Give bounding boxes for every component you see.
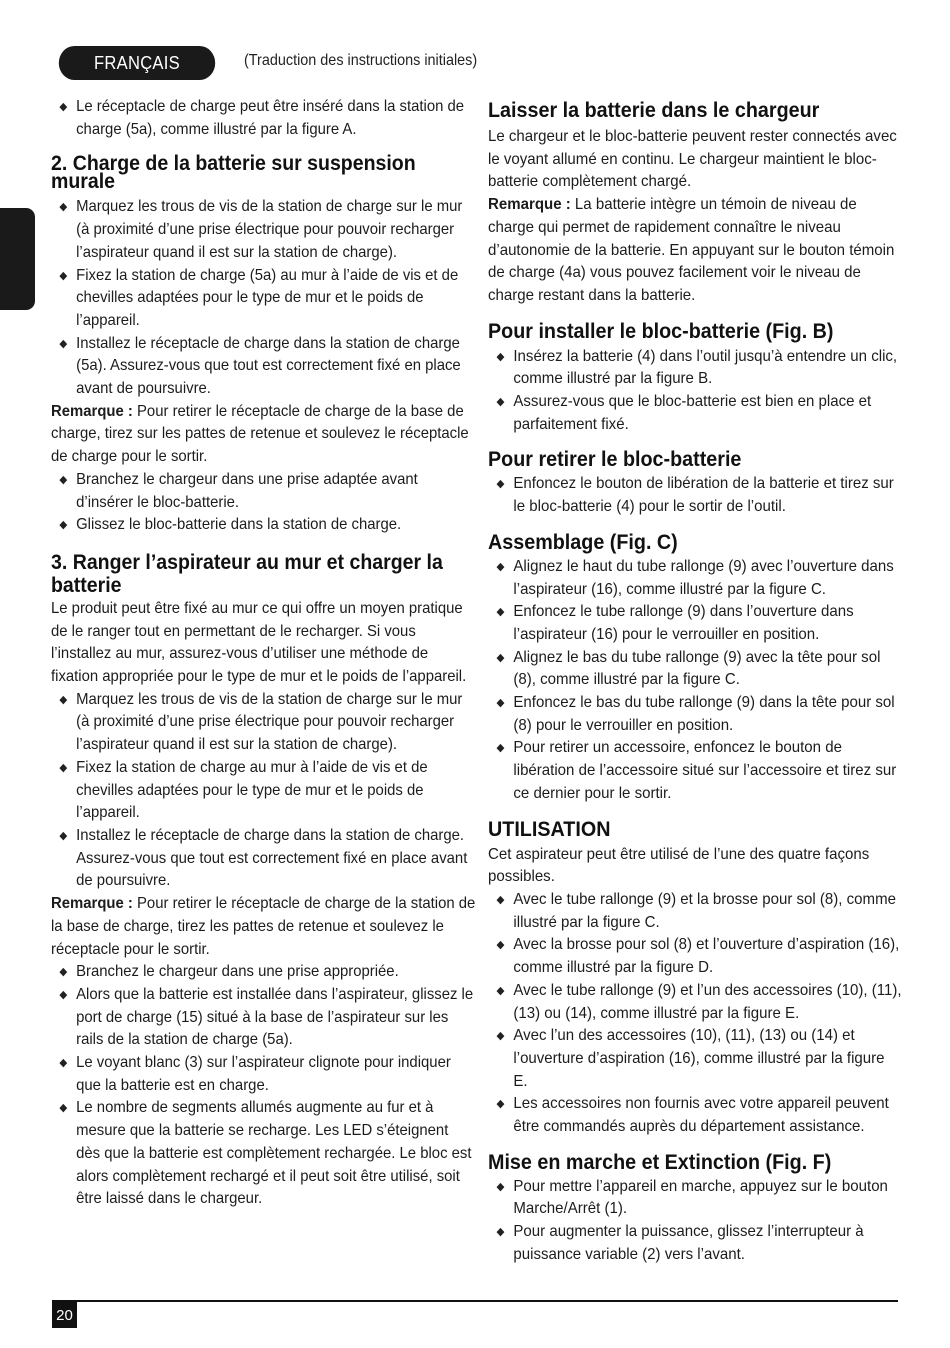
bullet-text: Installez le réceptacle de charge dans la station de charge (5a). Assurez-vous que tout est correctement fixé en place avant de poursuivre. bbox=[76, 334, 461, 398]
diamond-bullet-icon: ◆ bbox=[59, 337, 68, 350]
diamond-bullet-icon: ◆ bbox=[496, 478, 505, 491]
note bbox=[51, 401, 476, 424]
bullet-list bbox=[488, 346, 902, 437]
header-subtitle: (Traduction des instructions initiales) bbox=[244, 52, 478, 69]
section-wall-charging bbox=[51, 152, 476, 537]
section-title: Pour retirer le bloc-batterie bbox=[488, 448, 742, 472]
note bbox=[51, 893, 476, 961]
note-text: Pour retirer le réceptacle de charge de la base de bbox=[137, 402, 464, 420]
diamond-bullet-icon: ◆ bbox=[496, 606, 505, 619]
diamond-bullet-icon: ◆ bbox=[59, 761, 68, 774]
bullet-text: Branchez le chargeur dans une prise adaptée avant d’insérer le bloc-batterie. bbox=[76, 470, 418, 511]
diamond-bullet-icon: ◆ bbox=[496, 1098, 505, 1111]
section-install-battery bbox=[488, 321, 902, 437]
bullet-item bbox=[51, 961, 476, 984]
section-title: Mise en marche et Extinction (Fig. F) bbox=[488, 1150, 832, 1174]
diamond-bullet-icon: ◆ bbox=[496, 984, 505, 997]
bullet-text: Le voyant blanc (3) sur l’aspirateur clignote pour indiquer que la batterie est en charge. bbox=[76, 1054, 451, 1094]
bullet-text: Assurez-vous que le bloc-batterie est bien en place et parfaitement fixé. bbox=[513, 393, 872, 433]
note bbox=[488, 194, 902, 308]
section-power bbox=[488, 1152, 902, 1267]
bullet-text: Le réceptacle de charge peut être inséré dans la station de charge (5a), comme illustré par la figure A. bbox=[76, 98, 465, 138]
diamond-bullet-icon: ◆ bbox=[496, 350, 505, 363]
bullet-text: Installez le réceptacle de charge dans la station de charge. Assurez-vous que tout est correctement fixé en place avant de poursuivre. bbox=[76, 826, 468, 890]
page-number: 20 bbox=[52, 1302, 77, 1328]
note-label: Remarque : bbox=[51, 895, 133, 913]
bullet-list bbox=[51, 961, 476, 1211]
bullet-text: Alignez le haut du tube rallonge (9) avec l’ouverture dans l’aspirateur (16), comme illustré par la figure C. bbox=[513, 557, 894, 598]
bullet-item bbox=[488, 934, 902, 979]
diamond-bullet-icon: ◆ bbox=[59, 693, 68, 706]
bullet-text: Pour augmenter la puissance, glissez l’interrupteur à puissance variable (2) vers l’avant. bbox=[513, 1223, 864, 1263]
bullet-text: Insérez la batterie (4) dans l’outil jusqu’à entendre un clic, comme illustré par la figure B. bbox=[513, 347, 898, 388]
bullet-text: Marquez les trous de vis de la station de charge sur le mur (à proximité d’une prise électrique pour pouvoir recharger l’aspirateur quand il est sur la station de charge). bbox=[76, 690, 463, 754]
bullet-item bbox=[51, 1052, 476, 1097]
bullet-text: Pour mettre l’appareil en marche, appuyez sur le bouton Marche/Arrêt (1). bbox=[513, 1177, 888, 1218]
diamond-bullet-icon: ◆ bbox=[496, 651, 505, 664]
diamond-bullet-icon: ◆ bbox=[496, 1226, 505, 1239]
bullet-text: Enfoncez le tube rallonge (9) dans l’ouverture dans l’aspirateur (16) pour le verrouiller en position. bbox=[513, 603, 854, 643]
section-assembly bbox=[488, 532, 902, 806]
bullet-text: Alignez le bas du tube rallonge (9) avec la tête pour sol (8), comme illustré par la figure C. bbox=[513, 648, 881, 689]
bullet-item bbox=[51, 333, 476, 401]
bullet-item bbox=[488, 1221, 902, 1266]
bullet-text: Enfoncez le bas du tube rallonge (9) dans la tête pour sol (8) pour le verrouiller en position. bbox=[513, 694, 895, 734]
section-wall-storage bbox=[51, 551, 476, 1211]
bullet-text: Avec le tube rallonge (9) et la brosse pour sol (8), comme illustré par la figure C. bbox=[513, 890, 896, 931]
intro-bullet-list bbox=[51, 96, 476, 141]
side-language-tab bbox=[0, 208, 35, 310]
right-column bbox=[488, 96, 913, 1267]
section-title: Pour installer le bloc-batterie (Fig. B) bbox=[488, 319, 834, 343]
bullet-item bbox=[488, 346, 902, 391]
section-usage bbox=[488, 819, 902, 1139]
bullet-list bbox=[488, 1176, 902, 1267]
bullet-text: Fixez la station de charge (5a) au mur à l’aide de vis et de chevilles adaptées pour le type de mur et le poids de l’appareil. bbox=[76, 266, 459, 329]
bullet-list bbox=[51, 689, 476, 893]
diamond-bullet-icon: ◆ bbox=[59, 519, 68, 532]
bullet-item bbox=[488, 692, 902, 737]
bullet-list bbox=[51, 469, 476, 537]
language-badge: FRANÇAIS bbox=[59, 46, 215, 80]
bullet-item bbox=[488, 980, 902, 1025]
bullet-text: Branchez le chargeur dans une prise appropriée. bbox=[76, 963, 399, 981]
bullet-text: Enfoncez le bouton de libération de la batterie et tirez sur le bloc-batterie (4) pour le sortir de l’outil. bbox=[513, 475, 894, 516]
diamond-bullet-icon: ◆ bbox=[496, 1180, 505, 1193]
bullet-item bbox=[51, 196, 476, 264]
bullet-text: Avec le tube rallonge (9) et l’un des accessoires (10), (11), (13) ou (14), comme illustré par la figure E. bbox=[513, 981, 902, 1022]
diamond-bullet-icon: ◆ bbox=[496, 742, 505, 755]
bullet-text: Avec l’un des accessoires (10), (11), (13) ou (14) et l’ouverture d’aspiration (16), comme illustré par la figure E. bbox=[513, 1027, 885, 1090]
bullet-item bbox=[488, 601, 902, 646]
bullet-text: Marquez les trous de vis de la station de charge sur le mur (à proximité d’une prise électrique pour pouvoir recharger l’aspirateur quand il est sur la station de charge). bbox=[76, 198, 463, 261]
section-title: Assemblage (Fig. C) bbox=[488, 530, 678, 554]
diamond-bullet-icon: ◆ bbox=[59, 988, 68, 1001]
diamond-bullet-icon: ◆ bbox=[59, 101, 68, 113]
bullet-item bbox=[51, 689, 476, 757]
section-title: 2. Charge de la batterie sur suspension murale bbox=[51, 152, 416, 194]
bullet-list bbox=[488, 889, 902, 1139]
bullet-list bbox=[488, 556, 902, 806]
bullet-item bbox=[488, 556, 902, 601]
bullet-text: Avec la brosse pour sol (8) et l’ouverture d’aspiration (16), comme illustré par la figure D. bbox=[513, 936, 900, 977]
diamond-bullet-icon: ◆ bbox=[496, 1030, 505, 1043]
diamond-bullet-icon: ◆ bbox=[496, 396, 505, 409]
note-label: Remarque : bbox=[51, 402, 133, 420]
footer-rule bbox=[52, 1300, 898, 1302]
bullet-item bbox=[488, 737, 902, 805]
diamond-bullet-icon: ◆ bbox=[59, 269, 68, 282]
section-title: Laisser la batterie dans le chargeur bbox=[488, 99, 820, 122]
bullet-text: Les accessoires non fournis avec votre appareil peuvent être commandés auprès du département assistance. bbox=[513, 1095, 889, 1136]
diamond-bullet-icon: ◆ bbox=[59, 829, 68, 842]
bullet-list bbox=[51, 196, 476, 400]
bullet-item bbox=[51, 984, 476, 1052]
bullet-item bbox=[51, 514, 476, 537]
bullet-item bbox=[51, 1097, 476, 1211]
section-title: 3. Ranger l’aspirateur au mur et charger la batterie bbox=[51, 550, 443, 597]
bullet-item bbox=[51, 825, 476, 893]
section-intro: Cet aspirateur peut être utilisé de l’une des quatre façons possibles. bbox=[488, 845, 870, 886]
bullet-text: Glissez le bloc-batterie dans la station de charge. bbox=[76, 516, 402, 534]
bullet-item bbox=[488, 1176, 902, 1221]
note-text: La batterie intègre un témoin de niveau de charge qui permet de rapidement connaître le niveau d’autonomie de la batterie. En appuyant sur le bouton témoin de charge (4a) vous pouvez facilement voir le niveau de charge restant dans la batterie. bbox=[488, 196, 895, 304]
bullet-text: Fixez la station de charge au mur à l’aide de vis et de chevilles adaptées pour le type de mur et le poids de l’appareil. bbox=[76, 758, 428, 822]
note-continuation: charge, tirez sur les pattes de retenue et soulevez le réceptacle de charge pour le sortir. bbox=[51, 425, 469, 466]
diamond-bullet-icon: ◆ bbox=[59, 966, 68, 979]
diamond-bullet-icon: ◆ bbox=[496, 939, 505, 952]
note-label: Remarque : bbox=[488, 196, 571, 214]
note-text: Pour retirer le réceptacle de charge de la station de la base de charge, tirez les pattes de retenue et soulevez le réceptacle pour le sortir. bbox=[51, 895, 476, 958]
section-intro: Le produit peut être fixé au mur ce qui offre un moyen pratique de le ranger tout en permettant de le recharger. Si vous l’installez au mur, assurez-vous d’utiliser une méthode de fixation appropriée pour le type de mur et le poids de l’appareil. bbox=[51, 599, 467, 686]
bullet-text: Le nombre de segments allumés augmente au fur et à mesure que la batterie se recharge. Les LED s’éteignent dès que la batterie est complètement rechargée. Le bloc est alors complètement rechargé et il peut soit être utilisé, soit être laissé dans le chargeur. bbox=[76, 1099, 472, 1208]
section-remove-battery bbox=[488, 449, 902, 518]
bullet-item bbox=[488, 889, 902, 934]
bullet-item bbox=[488, 473, 902, 518]
bullet-item bbox=[51, 96, 476, 141]
bullet-item bbox=[51, 757, 476, 825]
bullet-item bbox=[488, 647, 902, 692]
diamond-bullet-icon: ◆ bbox=[59, 1102, 68, 1115]
diamond-bullet-icon: ◆ bbox=[59, 473, 68, 486]
diamond-bullet-icon: ◆ bbox=[496, 697, 505, 710]
bullet-text: Pour retirer un accessoire, enfoncez le bouton de libération de l’accessoire situé sur l’accessoire et tirez sur ce dernier pour le sortir. bbox=[513, 739, 897, 802]
section-title: UTILISATION bbox=[488, 817, 611, 841]
bullet-list bbox=[488, 473, 902, 518]
bullet-text: Alors que la batterie est installée dans l’aspirateur, glissez le port de charge (15) situé à la base de l’aspirateur sur les rails de la station de charge (5a). bbox=[76, 985, 474, 1049]
bullet-item bbox=[488, 391, 902, 436]
section-text: Le chargeur et le bloc-batterie peuvent rester connectés avec le voyant allumé en continu. Le chargeur maintient le bloc-batterie complètement chargé. bbox=[488, 128, 897, 191]
diamond-bullet-icon: ◆ bbox=[496, 893, 505, 906]
diamond-bullet-icon: ◆ bbox=[496, 560, 505, 573]
bullet-item bbox=[488, 1025, 902, 1093]
section-leave-battery bbox=[488, 100, 902, 308]
diamond-bullet-icon: ◆ bbox=[59, 201, 68, 214]
bullet-item bbox=[51, 265, 476, 333]
bullet-item bbox=[51, 469, 476, 514]
bullet-item bbox=[488, 1093, 902, 1138]
left-column bbox=[51, 96, 476, 1211]
diamond-bullet-icon: ◆ bbox=[59, 1057, 68, 1070]
